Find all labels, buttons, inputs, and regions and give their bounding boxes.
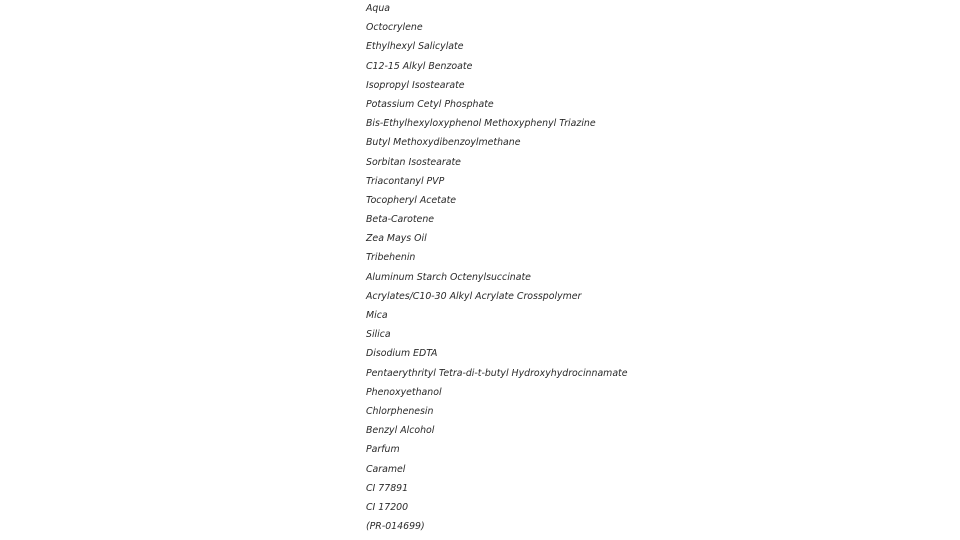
ingredient-list xyxy=(366,0,628,537)
ingredient-item: Chlorphenesin xyxy=(366,405,434,417)
ingredient-item: Sorbitan Isostearate xyxy=(366,156,461,168)
ingredient-item: Caramel xyxy=(366,463,406,475)
ingredient-item: Pentaerythrityl Tetra-di-t-butyl Hydroxyhydrocinnamate xyxy=(366,367,628,379)
ingredient-item: Triacontanyl PVP xyxy=(366,175,445,187)
ingredient-item: Ethylhexyl Salicylate xyxy=(366,41,464,53)
ingredient-item: Aqua xyxy=(366,3,391,14)
ingredient-item: Disodium EDTA xyxy=(366,348,438,360)
ingredient-item: Potassium Cetyl Phosphate xyxy=(366,98,494,110)
ingredient-item: CI 77891 xyxy=(366,482,409,494)
ingredient-item: (PR-014699) xyxy=(366,521,425,533)
ingredient-item: Acrylates/C10-30 Alkyl Acrylate Crosspolymer xyxy=(366,290,582,302)
ingredient-item: Benzyl Alcohol xyxy=(366,425,435,437)
ingredient-item: Octocrylene xyxy=(366,22,423,34)
ingredient-item: Zea Mays Oil xyxy=(366,233,427,245)
ingredient-item: Butyl Methoxydibenzoylmethane xyxy=(366,137,521,149)
ingredient-item: CI 17200 xyxy=(366,501,409,513)
ingredient-item: Beta-Carotene xyxy=(366,214,435,226)
ingredient-item: Silica xyxy=(366,329,391,341)
ingredient-item: Aluminum Starch Octenylsuccinate xyxy=(366,271,531,283)
ingredient-item: C12-15 Alkyl Benzoate xyxy=(366,60,473,72)
ingredient-item: Mica xyxy=(366,310,388,321)
ingredient-item: Isopropyl Isostearate xyxy=(366,79,465,91)
ingredient-item: Tocopheryl Acetate xyxy=(366,194,457,206)
ingredient-item: Parfum xyxy=(366,444,400,456)
ingredient-item: Tribehenin xyxy=(366,252,416,264)
ingredient-item: Phenoxyethanol xyxy=(366,386,442,398)
ingredient-item: Bis-Ethylhexyloxyphenol Methoxyphenyl Triazine xyxy=(366,118,596,130)
